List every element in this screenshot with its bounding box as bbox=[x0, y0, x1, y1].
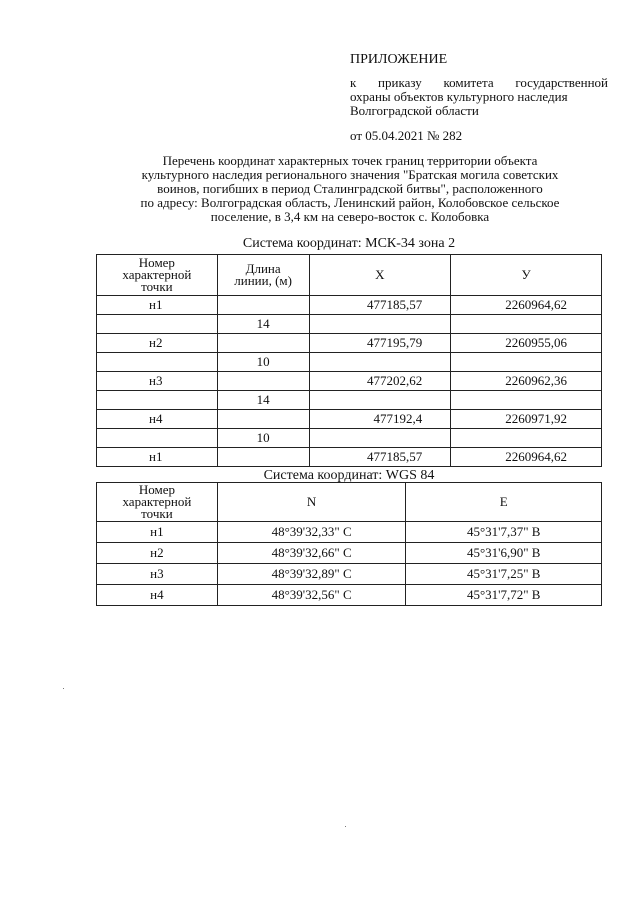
header-e: E bbox=[406, 483, 602, 522]
table-row bbox=[97, 391, 602, 410]
cell-length: 10 bbox=[217, 429, 309, 448]
cell-y: 2260964,62 bbox=[451, 448, 602, 467]
table-row bbox=[97, 564, 602, 585]
table-row bbox=[97, 296, 602, 315]
order-date: от 05.04.2021 № 282 bbox=[350, 128, 463, 143]
cell-y bbox=[451, 315, 602, 334]
appendix-line: охраны объектов культурного наследия bbox=[350, 89, 568, 104]
wgs84-table bbox=[96, 482, 602, 606]
cell-point: н1 bbox=[97, 296, 218, 315]
table-row bbox=[97, 315, 602, 334]
cell-y bbox=[451, 391, 602, 410]
cell-e: 45°31'7,72" В bbox=[406, 585, 602, 606]
appendix-reference bbox=[350, 76, 608, 118]
cell-point: н2 bbox=[97, 543, 218, 564]
cell-n: 48°39'32,89" С bbox=[217, 564, 406, 585]
cell-point: н3 bbox=[97, 372, 218, 391]
cell-length bbox=[217, 410, 309, 429]
cell-x: 477195,79 bbox=[309, 334, 451, 353]
table-row bbox=[97, 522, 602, 543]
heading-line: поселение, в 3,4 км на северо-восток с. Колобовка bbox=[210, 209, 490, 224]
msk34-table bbox=[96, 254, 602, 467]
appendix-line: Волгоградской области bbox=[350, 103, 479, 118]
cell-length bbox=[217, 334, 309, 353]
cell-y: 2260962,36 bbox=[451, 372, 602, 391]
header-length: Длина линии, (м) bbox=[217, 255, 309, 296]
header-y: У bbox=[451, 255, 602, 296]
cell-x: 477185,57 bbox=[309, 448, 451, 467]
cell-point: н2 bbox=[97, 334, 218, 353]
cell-y: 2260955,06 bbox=[451, 334, 602, 353]
cell-point bbox=[97, 315, 218, 334]
document-heading bbox=[60, 154, 640, 224]
table-row bbox=[97, 585, 602, 606]
table-header-row bbox=[97, 255, 602, 296]
cell-length bbox=[217, 296, 309, 315]
cell-x: 477185,57 bbox=[309, 296, 451, 315]
cell-y bbox=[451, 429, 602, 448]
appendix-line: к приказу комитета государственной bbox=[350, 75, 608, 90]
table-header-row bbox=[97, 483, 602, 522]
cell-x bbox=[309, 315, 451, 334]
cell-length: 14 bbox=[217, 315, 309, 334]
cell-y bbox=[451, 353, 602, 372]
heading-line: культурного наследия регионального значения "Братская могила советских bbox=[141, 167, 559, 182]
table-row bbox=[97, 429, 602, 448]
cell-x bbox=[309, 391, 451, 410]
cell-point bbox=[97, 353, 218, 372]
table-row bbox=[97, 353, 602, 372]
heading-line: Перечень координат характерных точек границ территории объекта bbox=[162, 153, 538, 168]
table-row bbox=[97, 543, 602, 564]
table-row bbox=[97, 410, 602, 429]
cell-y: 2260964,62 bbox=[451, 296, 602, 315]
cell-x bbox=[309, 353, 451, 372]
cell-point bbox=[97, 391, 218, 410]
heading-line: по адресу: Волгоградская область, Ленинский район, Колобовское сельское bbox=[140, 195, 560, 210]
msk34-title: Система координат: МСК-34 зона 2 bbox=[242, 236, 456, 251]
scan-speck bbox=[345, 826, 346, 827]
wgs84-title: Система координат: WGS 84 bbox=[263, 468, 435, 483]
cell-point: н4 bbox=[97, 410, 218, 429]
cell-e: 45°31'6,90" В bbox=[406, 543, 602, 564]
cell-x: 477202,62 bbox=[309, 372, 451, 391]
header-x: X bbox=[309, 255, 451, 296]
cell-y: 2260971,92 bbox=[451, 410, 602, 429]
cell-e: 45°31'7,37" В bbox=[406, 522, 602, 543]
cell-x bbox=[309, 429, 451, 448]
header-n: N bbox=[217, 483, 406, 522]
cell-point bbox=[97, 429, 218, 448]
heading-line: воинов, погибших в период Сталинградской битвы", расположенного bbox=[157, 181, 543, 196]
scan-speck bbox=[63, 688, 64, 689]
cell-n: 48°39'32,66" С bbox=[217, 543, 406, 564]
table-row bbox=[97, 372, 602, 391]
cell-point: н4 bbox=[97, 585, 218, 606]
cell-point: н1 bbox=[97, 522, 218, 543]
cell-point: н1 bbox=[97, 448, 218, 467]
cell-length: 10 bbox=[217, 353, 309, 372]
header-point: Номер характерной точки bbox=[97, 483, 218, 522]
cell-length: 14 bbox=[217, 391, 309, 410]
header-point: Номер характерной точки bbox=[97, 255, 218, 296]
cell-n: 48°39'32,56" С bbox=[217, 585, 406, 606]
appendix-title: ПРИЛОЖЕНИЕ bbox=[350, 52, 448, 67]
table-row bbox=[97, 448, 602, 467]
cell-e: 45°31'7,25" В bbox=[406, 564, 602, 585]
table-row bbox=[97, 334, 602, 353]
cell-point: н3 bbox=[97, 564, 218, 585]
cell-length bbox=[217, 448, 309, 467]
cell-x: 477192,4 bbox=[309, 410, 451, 429]
cell-length bbox=[217, 372, 309, 391]
cell-n: 48°39'32,33" С bbox=[217, 522, 406, 543]
